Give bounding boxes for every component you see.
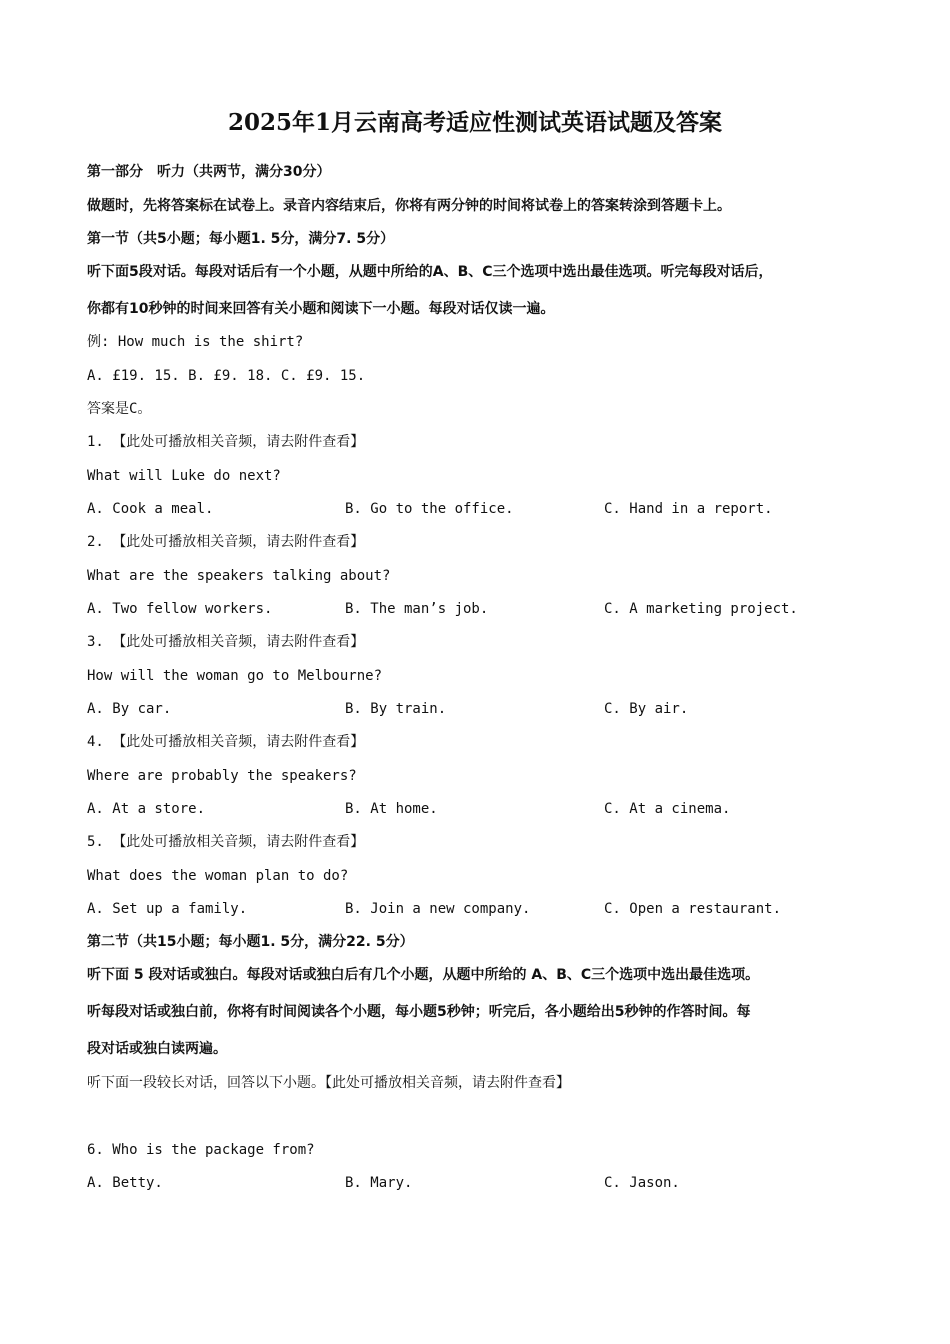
- q3-option-c: C. By air.: [604, 701, 689, 717]
- q5-audio-note: 5. 【此处可播放相关音频，请去附件查看】: [87, 834, 365, 850]
- q1-question: What will Luke do next?: [87, 468, 281, 484]
- q4-option-b: B. At home.: [345, 801, 438, 817]
- example-question: 例: How much is the shirt?: [87, 334, 304, 350]
- q1-option-c: C. Hand in a report.: [604, 501, 773, 517]
- section2-instruction-line3: 段对话或独白读两遍。: [87, 1041, 227, 1057]
- section1-instruction-line1: 听下面5段对话。每段对话后有一个小题，从题中所给的A、B、C三个选项中选出最佳选项。听完每段对话后，: [87, 264, 773, 280]
- section2-instruction-line2: 听每段对话或独白前，你将有时间阅读各个小题，每小题5秒钟；听完后，各小题给出5秒钟的作答时间。每: [87, 1004, 751, 1020]
- q5-question: What does the woman plan to do?: [87, 868, 349, 884]
- part1-instruction: 做题时，先将答案标在试卷上。录音内容结束后，你将有两分钟的时间将试卷上的答案转涂到答题卡上。: [87, 198, 731, 214]
- q2-option-c: C. A marketing project.: [604, 601, 798, 617]
- q6-option-a: A. Betty.: [87, 1175, 163, 1191]
- q6-question: 6. Who is the package from?: [87, 1142, 315, 1158]
- q3-option-a: A. By car.: [87, 701, 172, 717]
- q3-option-b: B. By train.: [345, 701, 447, 717]
- q4-option-a: A. At a store.: [87, 801, 206, 817]
- q1-option-b: B. Go to the office.: [345, 501, 514, 517]
- q5-option-c: C. Open a restaurant.: [604, 901, 782, 917]
- section2-instruction-line1: 听下面 5 段对话或独白。每段对话或独白后有几个小题，从题中所给的 A、B、C三个选项中选出最佳选项。: [87, 967, 760, 983]
- q2-question: What are the speakers talking about?: [87, 568, 391, 584]
- q5-option-b: B. Join a new company.: [345, 901, 531, 917]
- page-title: 2025年1月云南高考适应性测试英语试题及答案: [227, 109, 723, 136]
- q4-audio-note: 4. 【此处可播放相关音频，请去附件查看】: [87, 734, 365, 750]
- q2-option-a: A. Two fellow workers.: [87, 601, 273, 617]
- example-answer: 答案是C。: [87, 401, 152, 417]
- q5-option-a: A. Set up a family.: [87, 901, 248, 917]
- q2-option-b: B. The man’s job.: [345, 601, 489, 617]
- part1-heading: 第一部分 听力（共两节，满分30分）: [87, 164, 331, 180]
- q4-question: Where are probably the speakers?: [87, 768, 357, 784]
- q1-option-a: A. Cook a meal.: [87, 501, 214, 517]
- example-options: A. £19. 15. B. £9. 18. C. £9. 15.: [87, 368, 366, 384]
- q4-option-c: C. At a cinema.: [604, 801, 731, 817]
- section2-audio-intro: 听下面一段较长对话，回答以下小题。【此处可播放相关音频，请去附件查看】: [87, 1075, 570, 1091]
- section1-instruction-line2: 你都有10秒钟的时间来回答有关小题和阅读下一小题。每段对话仅读一遍。: [87, 301, 555, 317]
- q2-audio-note: 2. 【此处可播放相关音频，请去附件查看】: [87, 534, 365, 550]
- q6-option-c: C. Jason.: [604, 1175, 680, 1191]
- q3-audio-note: 3. 【此处可播放相关音频，请去附件查看】: [87, 634, 365, 650]
- section1-heading: 第一节（共5小题；每小题1. 5分，满分7. 5分）: [87, 231, 395, 247]
- q1-audio-note: 1. 【此处可播放相关音频，请去附件查看】: [87, 434, 365, 450]
- q6-option-b: B. Mary.: [345, 1175, 413, 1191]
- section2-heading: 第二节（共15小题；每小题1. 5分，满分22. 5分）: [87, 934, 414, 950]
- q3-question: How will the woman go to Melbourne?: [87, 668, 383, 684]
